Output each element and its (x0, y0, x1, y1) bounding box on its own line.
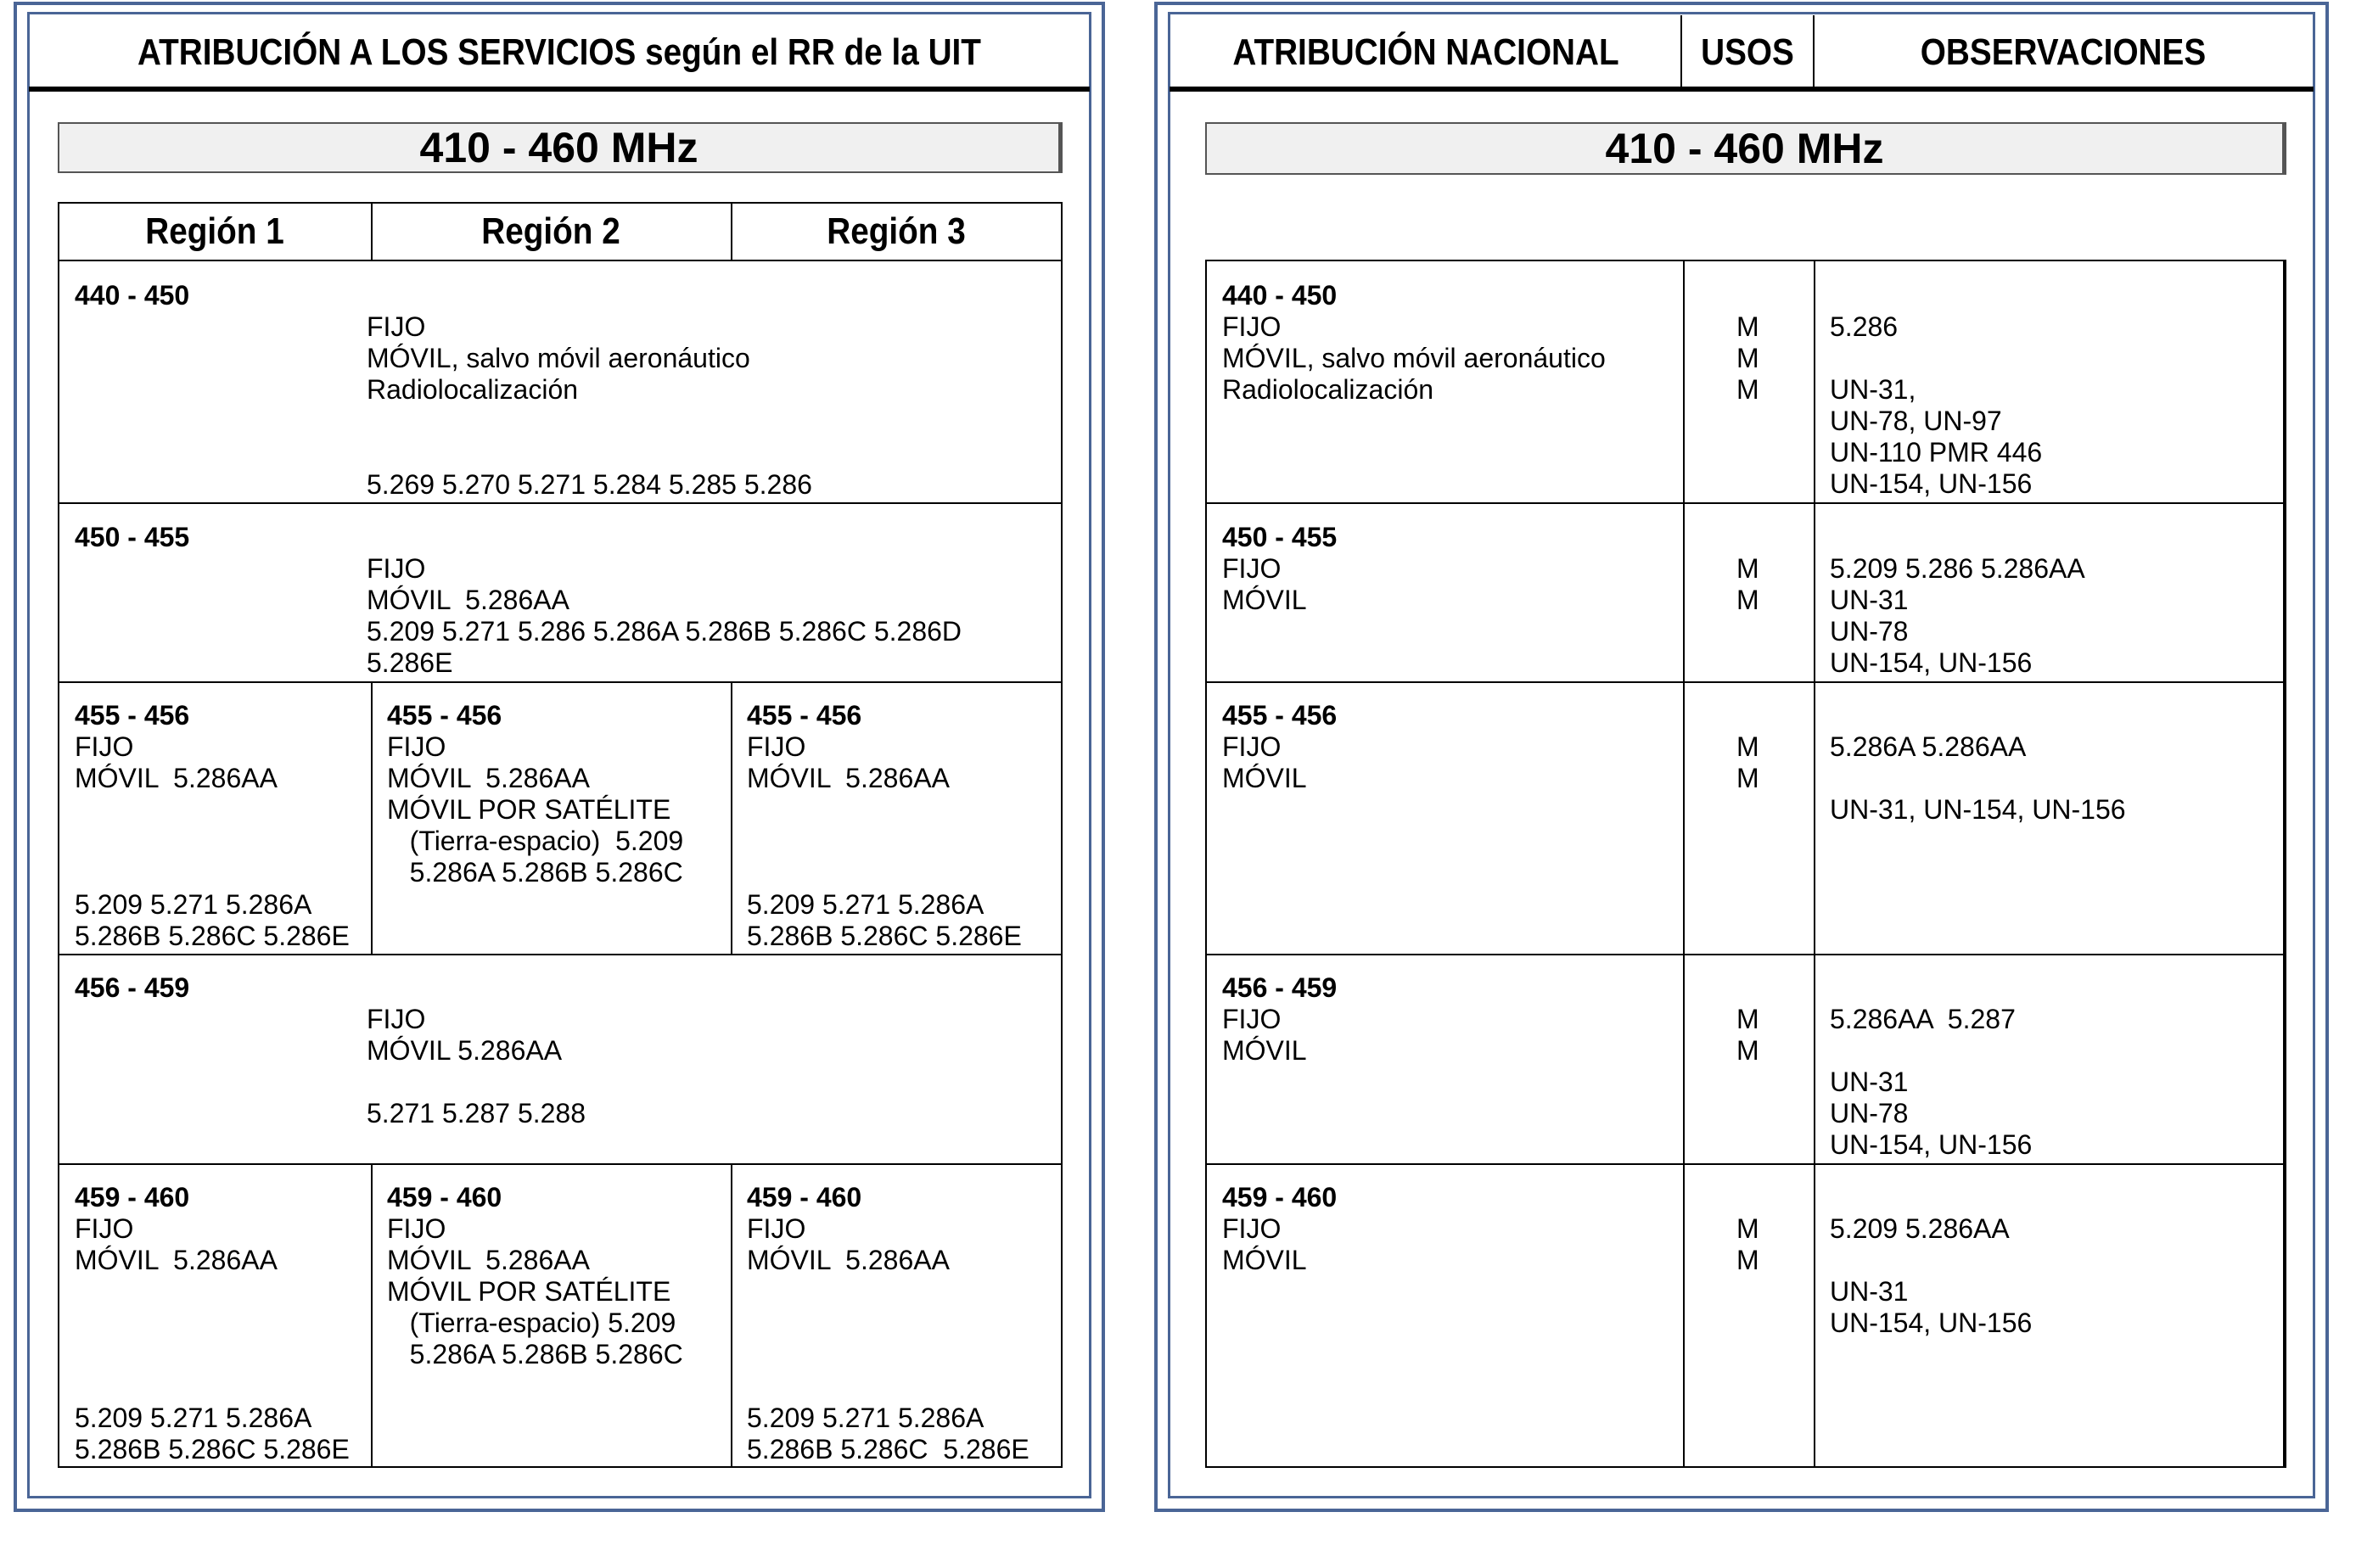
left-row3-r2-range: 455 - 456 (387, 700, 502, 731)
right-row1-service: FIJO (1222, 311, 1282, 342)
left-row5-r3-foot: 5.209 5.271 5.286A (747, 1403, 984, 1433)
left-row3-r2-line: FIJO (387, 731, 446, 762)
left-row3-r3-line: FIJO (747, 731, 806, 762)
region-2-header: Región 2 (481, 210, 620, 252)
right-row1-uso: M (1736, 311, 1759, 342)
right-row5-service: MÓVIL (1222, 1245, 1307, 1275)
left-row1-service: Radiolocalización (367, 374, 579, 405)
left-row5-r2-line: MÓVIL POR SATÉLITE (387, 1276, 671, 1307)
header-atribucion-nacional: ATRIBUCIÓN NACIONAL (1232, 31, 1619, 73)
left-panel-title: ATRIBUCIÓN A LOS SERVICIOS según el RR de la UIT (137, 31, 981, 73)
right-row2-obs: UN-154, UN-156 (1830, 647, 2033, 678)
left-row5-r3-foot: 5.286B 5.286C 5.286E (747, 1434, 1029, 1464)
left-row2-service: MÓVIL 5.286AA (367, 585, 569, 615)
left-row3-r2-line: 5.286A 5.286B 5.286C (387, 857, 683, 888)
left-title-underline (29, 87, 1090, 92)
right-row1-range: 440 - 450 (1222, 280, 1338, 311)
left-row4-service: FIJO (367, 1004, 426, 1034)
right-row2-range: 450 - 455 (1222, 522, 1338, 552)
right-row5-uso: M (1736, 1213, 1759, 1244)
right-row4-uso: M (1736, 1004, 1759, 1034)
right-row4-range: 456 - 459 (1222, 972, 1338, 1003)
right-row2-uso: M (1736, 585, 1759, 615)
right-row4-service: FIJO (1222, 1004, 1282, 1034)
left-row2-service: FIJO (367, 553, 426, 584)
right-row3-obs: 5.286A 5.286AA (1830, 731, 2027, 762)
right-row3-range: 455 - 456 (1222, 700, 1338, 731)
left-row1-range: 440 - 450 (75, 280, 190, 311)
right-row1-obs: UN-31, (1830, 374, 1916, 405)
left-row5-r1-line: FIJO (75, 1213, 134, 1244)
left-row1-service: MÓVIL, salvo móvil aeronáutico (367, 343, 750, 373)
left-row5-r2-line: 5.286A 5.286B 5.286C (387, 1339, 683, 1369)
left-row3-r1-line: MÓVIL 5.286AA (75, 763, 278, 793)
right-row3-obs: UN-31, UN-154, UN-156 (1830, 794, 2126, 825)
left-row1-service: FIJO (367, 311, 426, 342)
left-row3-r1-range: 455 - 456 (75, 700, 190, 731)
right-row1-obs: UN-154, UN-156 (1830, 468, 2033, 499)
left-row3-r2-line: (Tierra-espacio) 5.209 (387, 826, 684, 856)
left-band-header: 410 - 460 MHz (58, 122, 1063, 173)
left-row3-r3-foot: 5.209 5.271 5.286A (747, 889, 984, 920)
right-title-underline (1170, 87, 2314, 92)
right-row2-obs: UN-31 (1830, 585, 1909, 615)
left-row5-r1-foot: 5.209 5.271 5.286A (75, 1403, 312, 1433)
left-row5-r3-range: 459 - 460 (747, 1182, 862, 1212)
left-row3-r3-foot: 5.286B 5.286C 5.286E (747, 921, 1022, 951)
left-row3-r3-range: 455 - 456 (747, 700, 862, 731)
right-row4-obs: 5.286AA 5.287 (1830, 1004, 2016, 1034)
right-row5-obs: 5.209 5.286AA (1830, 1213, 2010, 1244)
left-row5-r2-line: MÓVIL 5.286AA (387, 1245, 590, 1275)
right-row1-obs: UN-110 PMR 446 (1830, 437, 2043, 468)
right-row1-service: Radiolocalización (1222, 374, 1434, 405)
right-row5-uso: M (1736, 1245, 1759, 1275)
left-row5-r1-range: 459 - 460 (75, 1182, 190, 1212)
right-row5-obs: UN-154, UN-156 (1830, 1308, 2033, 1338)
left-row2-footnotes: 5.286E (367, 647, 453, 678)
header-usos: USOS (1701, 31, 1794, 73)
right-row5-service: FIJO (1222, 1213, 1282, 1244)
left-row4-range: 456 - 459 (75, 972, 190, 1003)
left-row3-r3-line: MÓVIL 5.286AA (747, 763, 950, 793)
right-row2-obs: UN-78 (1830, 616, 1909, 647)
right-row4-uso: M (1736, 1035, 1759, 1066)
left-row5-r2-line: FIJO (387, 1213, 446, 1244)
left-row3-r2-line: MÓVIL 5.286AA (387, 763, 590, 793)
left-row3-r1-line: FIJO (75, 731, 134, 762)
left-row5-r2-line: (Tierra-espacio) 5.209 (387, 1308, 676, 1338)
right-row3-service: FIJO (1222, 731, 1282, 762)
right-header-divider (1813, 15, 1815, 88)
right-row4-obs: UN-78 (1830, 1098, 1909, 1128)
left-row3-r2-line: MÓVIL POR SATÉLITE (387, 794, 671, 825)
left-row5-r3-line: MÓVIL 5.286AA (747, 1245, 950, 1275)
right-row2-service: MÓVIL (1222, 585, 1307, 615)
right-row3-service: MÓVIL (1222, 763, 1307, 793)
left-row2-range: 450 - 455 (75, 522, 190, 552)
right-row4-obs: UN-31 (1830, 1067, 1909, 1097)
right-row4-obs: UN-154, UN-156 (1830, 1129, 2033, 1160)
left-row3-r1-foot: 5.286B 5.286C 5.286E (75, 921, 350, 951)
right-header-divider (1680, 15, 1682, 88)
left-row5-r3-line: FIJO (747, 1213, 806, 1244)
right-national-table (1205, 260, 2286, 1468)
right-row2-obs: 5.209 5.286 5.286AA (1830, 553, 2085, 584)
right-row1-obs: 5.286 (1830, 311, 1899, 342)
left-row1-footnotes: 5.269 5.270 5.271 5.284 5.285 5.286 (367, 469, 812, 500)
right-row2-uso: M (1736, 553, 1759, 584)
left-row5-r1-foot: 5.286B 5.286C 5.286E (75, 1434, 350, 1464)
left-row4-footnotes: 5.271 5.287 5.288 (367, 1098, 586, 1128)
right-row2-service: FIJO (1222, 553, 1282, 584)
left-row2-footnotes: 5.209 5.271 5.286 5.286A 5.286B 5.286C 5.286D (367, 616, 962, 647)
right-row1-uso: M (1736, 374, 1759, 405)
left-row3-r1-foot: 5.209 5.271 5.286A (75, 889, 312, 920)
right-row1-uso: M (1736, 343, 1759, 373)
left-row5-r1-line: MÓVIL 5.286AA (75, 1245, 278, 1275)
region-3-header: Región 3 (827, 210, 966, 252)
right-row4-service: MÓVIL (1222, 1035, 1307, 1066)
left-row4-service: MÓVIL 5.286AA (367, 1035, 563, 1066)
right-row5-range: 459 - 460 (1222, 1182, 1338, 1212)
right-row1-service: MÓVIL, salvo móvil aeronáutico (1222, 343, 1606, 373)
right-row1-obs: UN-78, UN-97 (1830, 406, 2002, 436)
right-row5-obs: UN-31 (1830, 1276, 1909, 1307)
header-observaciones: OBSERVACIONES (1920, 31, 2207, 73)
left-row5-r2-range: 459 - 460 (387, 1182, 502, 1212)
right-row3-uso: M (1736, 731, 1759, 762)
right-row3-uso: M (1736, 763, 1759, 793)
right-band-header: 410 - 460 MHz (1205, 122, 2286, 175)
region-1-header: Región 1 (145, 210, 284, 252)
